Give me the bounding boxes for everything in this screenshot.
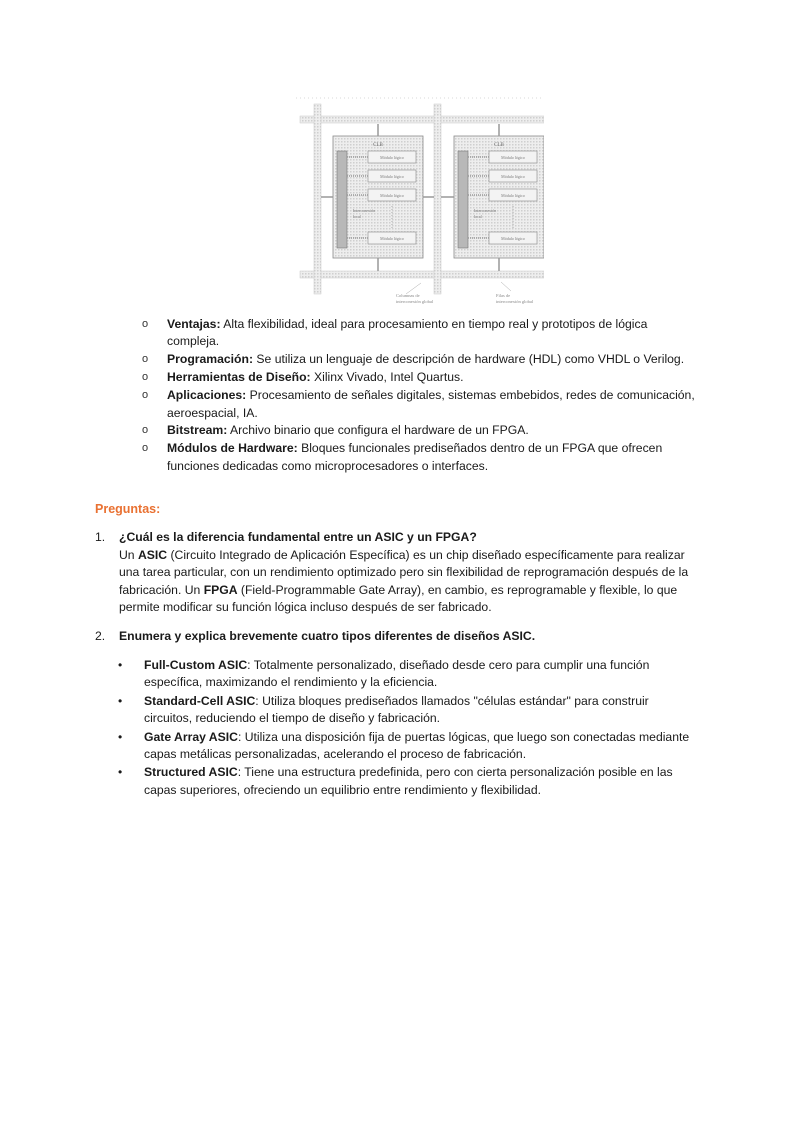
- term-label: Bitstream:: [167, 423, 228, 438]
- question-number: 2.: [95, 629, 106, 643]
- term-label: Structured ASIC: [144, 765, 238, 780]
- list-item-ventajas: [142, 316, 702, 351]
- svg-text:interconexión global: interconexión global: [496, 299, 534, 304]
- circle-bullet-icon: o: [142, 424, 149, 437]
- svg-text:Módulo lógico: Módulo lógico: [380, 155, 404, 160]
- term-label: Programación:: [167, 352, 254, 367]
- term-description: Procesamiento de señales digitales, sistemas embebidos, redes de comunicación, aeroespacial, IA.: [167, 388, 695, 420]
- term-label: Herramientas de Diseño:: [167, 370, 311, 385]
- answer-text: Un ASIC (Circuito Integrado de Aplicación Específica) es un chip diseñado específicamente para realizar una tarea particular, con un rendimiento optimizado pero sin flexibilidad de reprogramación después de la fabricación. Un FPGA (Field-Programmable Gate Array), en cambio, es reprogramable y flexible, lo que permite modificar su función lógica incluso después de ser fabricado.: [119, 547, 689, 615]
- list-item-gate-array: [118, 729, 698, 764]
- bullet-icon: •: [118, 729, 123, 744]
- svg-text:Columnas de: Columnas de: [396, 293, 420, 298]
- svg-text:Módulo lógico: Módulo lógico: [380, 236, 404, 241]
- svg-text:Módulo lógico: Módulo lógico: [501, 174, 525, 179]
- circle-bullet-icon: o: [142, 442, 149, 455]
- question-title: Enumera y explica brevemente cuatro tipos diferentes de diseños ASIC.: [119, 629, 536, 643]
- circle-bullet-icon: o: [142, 318, 149, 330]
- svg-text:Filas de: Filas de: [496, 293, 511, 298]
- list-item-herramientas: [142, 369, 702, 386]
- list-item-full-custom: [118, 657, 698, 692]
- term-description: Bloques funcionales prediseñados dentro de un FPGA que ofrecen funciones dedicadas como microprocesadores o interfaces.: [167, 441, 663, 473]
- term-label: Módulos de Hardware:: [167, 441, 298, 456]
- list-item-structured: [118, 764, 698, 799]
- bullet-icon: •: [118, 765, 123, 780]
- term-label: Full-Custom ASIC: [144, 658, 248, 672]
- asic-types-list: [118, 657, 698, 800]
- circle-bullet-icon: o: [142, 371, 149, 384]
- svg-text:Interconexión: Interconexión: [474, 208, 497, 213]
- svg-text:local: local: [474, 214, 482, 219]
- term-description: Archivo binario que configura el hardware de un FPGA.: [227, 423, 529, 438]
- fpga-diagram: [296, 96, 544, 308]
- question-1: [95, 529, 695, 617]
- list-item-programacion: [142, 351, 702, 368]
- term-description: Xilinx Vivado, Intel Quartus.: [310, 370, 464, 385]
- questions-heading: Preguntas:: [95, 502, 161, 516]
- term-description: : Utiliza una disposición fija de puertas lógicas, que luego son conectadas mediante capas metálicas personalizadas, acelerando el proceso de fabricación.: [144, 729, 690, 762]
- svg-text:Interconexión: Interconexión: [353, 208, 376, 213]
- list-item-aplicaciones: [142, 387, 702, 422]
- fpga-details-list: [142, 316, 702, 476]
- svg-text:Módulo lógico: Módulo lógico: [380, 174, 404, 179]
- term-description: Se utiliza un lenguaje de descripción de hardware (HDL) como VHDL o Verilog.: [253, 352, 685, 367]
- term-description: : Totalmente personalizado, diseñado desde cero para cumplir una función específica, maximizando el rendimiento y la eficiencia.: [144, 658, 650, 690]
- list-item-bitstream: [142, 422, 702, 439]
- bullet-icon: •: [118, 693, 123, 708]
- clb-block-2: [441, 124, 544, 271]
- svg-text:local: local: [353, 214, 361, 219]
- term-label: Standard-Cell ASIC: [144, 693, 256, 708]
- circle-bullet-icon: o: [142, 353, 149, 366]
- list-item-modulos-hardware: [142, 440, 702, 475]
- term-label: Ventajas:: [167, 317, 221, 331]
- term-description: : Tiene una estructura predefinida, pero con cierta personalización posible en las capas superiores, ofreciendo un equilibrio entre rendimiento y flexibilidad.: [144, 765, 673, 797]
- term-description: : Utiliza bloques prediseñados llamados "células estándar" para construir circuitos, reduciendo el tiempo de diseño y fabricación.: [144, 693, 649, 726]
- fpga-architecture-figure: [296, 96, 544, 308]
- svg-text:CLB: CLB: [373, 143, 383, 148]
- list-item-standard-cell: [118, 693, 698, 728]
- svg-text:Módulo lógico: Módulo lógico: [501, 236, 525, 241]
- term-label: Aplicaciones:: [167, 388, 247, 403]
- svg-text:Módulo lógico: Módulo lógico: [501, 155, 525, 160]
- clb-block-1: [321, 124, 434, 271]
- question-title: ¿Cuál es la diferencia fundamental entre un ASIC y un FPGA?: [119, 530, 477, 544]
- svg-text:CLB: CLB: [494, 143, 504, 148]
- term-label: Gate Array ASIC: [144, 729, 238, 744]
- bullet-icon: •: [118, 658, 123, 672]
- svg-text:Módulo lógico: Módulo lógico: [380, 193, 404, 198]
- question-2: [95, 628, 695, 646]
- svg-text:Módulo lógico: Módulo lógico: [501, 193, 525, 198]
- term-description: Alta flexibilidad, ideal para procesamiento en tiempo real y prototipos de lógica compleja.: [167, 317, 648, 349]
- svg-text:interconexión global: interconexión global: [396, 299, 434, 304]
- circle-bullet-icon: o: [142, 389, 149, 402]
- question-number: 1.: [95, 530, 106, 544]
